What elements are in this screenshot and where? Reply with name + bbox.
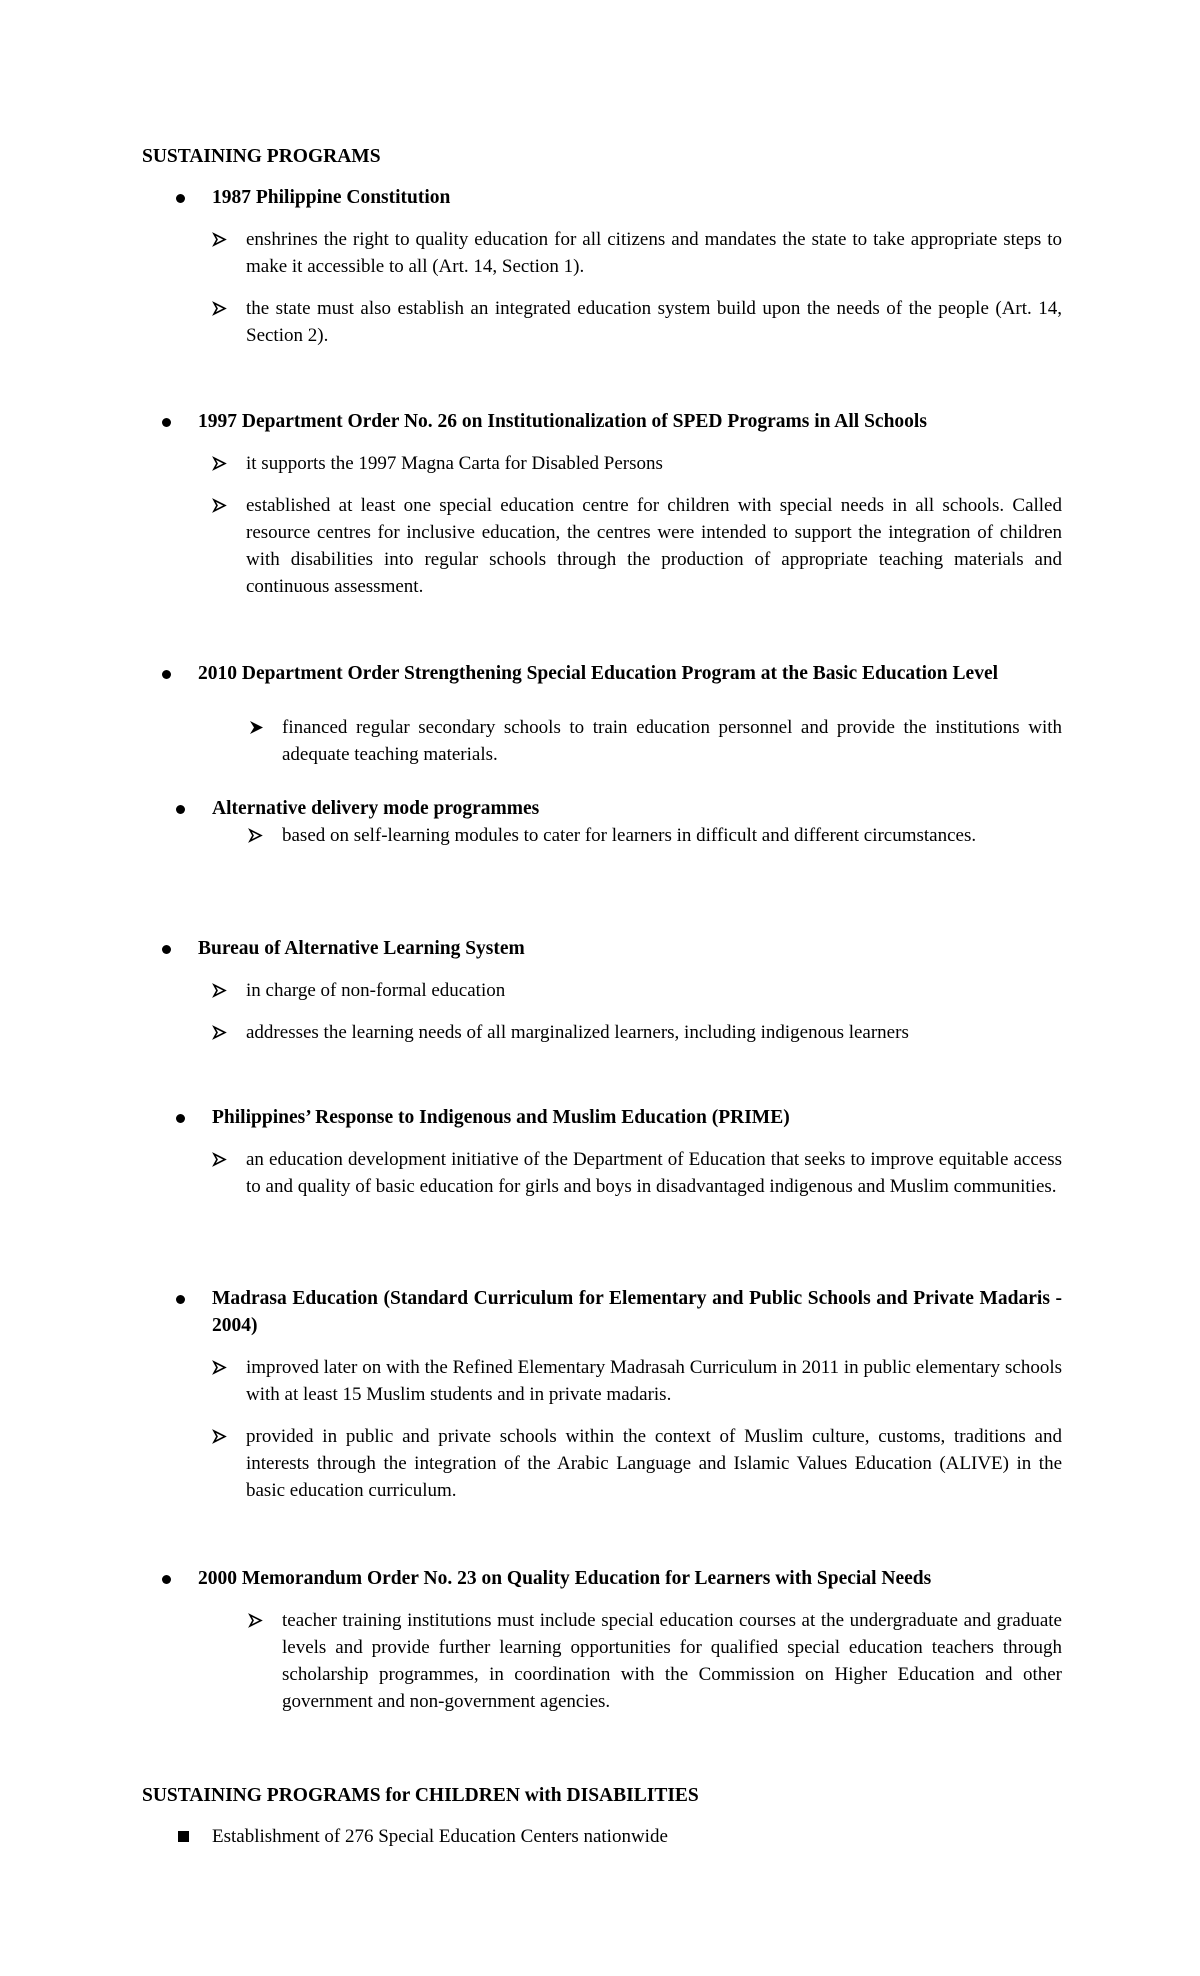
arrow-bullet-icon: [248, 1607, 270, 1634]
sub-item: [282, 822, 1062, 849]
section-heading: SUSTAINING PROGRAMS: [142, 146, 381, 167]
item-title: Philippines’ Response to Indigenous and Muslim Education (PRIME): [212, 1107, 790, 1128]
arrow-bullet-icon: [212, 1423, 234, 1450]
list-item: [198, 935, 1062, 962]
item-title: Bureau of Alternative Learning System: [198, 938, 525, 959]
arrow-bullet-icon: [212, 492, 234, 519]
arrow-bullet-icon: [212, 1354, 234, 1381]
sub-item-text: enshrines the right to quality education for all citizens and mandates the state to take appropriate steps to make it accessible to all (Art. 14, Section 1).: [246, 229, 1062, 277]
item-title: Alternative delivery mode programmes: [212, 798, 540, 819]
arrow-bullet-icon: [212, 450, 234, 477]
arrow-bullet-icon: [212, 1019, 234, 1046]
sub-item: [246, 1354, 1062, 1408]
list-item: [212, 795, 1062, 822]
list-item: [212, 184, 1062, 211]
sub-item-text: the state must also establish an integrated education system build upon the needs of the people (Art. 14, Section 2).: [246, 298, 1062, 346]
sub-item-text: established at least one special education centre for children with special needs in all schools. Called resource centres for inclusive education, the centres were intended to support the integration of children with disabilities into regular schools through the production of appropriate teaching materials and continuous assessment.: [246, 495, 1062, 597]
square-bullet-icon: [178, 1831, 189, 1842]
list-item: [198, 660, 1062, 687]
sub-item-text: addresses the learning needs of all marginalized learners, including indigenous learners: [246, 1022, 909, 1043]
sub-item-text: it supports the 1997 Magna Carta for Disabled Persons: [246, 453, 663, 474]
bullet-icon: [162, 1575, 171, 1584]
sub-item: [246, 450, 1062, 477]
sub-item-text: provided in public and private schools within the context of Muslim culture, customs, traditions and interests through the integration of the Arabic Language and Islamic Values Education (ALIVE) in the basic education curriculum.: [246, 1426, 1062, 1501]
sub-item-text: financed regular secondary schools to train education personnel and provide the institutions with adequate teaching materials.: [282, 717, 1062, 765]
list-item: [212, 1285, 1062, 1339]
item-title: 1997 Department Order No. 26 on Institutionalization of SPED Programs in All Schools: [198, 411, 927, 432]
sub-item: [246, 492, 1062, 600]
item-title: 1987 Philippine Constitution: [212, 187, 451, 208]
bullet-icon: [162, 670, 171, 679]
bullet-icon: [176, 805, 185, 814]
bullet-icon: [162, 418, 171, 427]
sub-item: [282, 1607, 1062, 1715]
item-title: 2000 Memorandum Order No. 23 on Quality Education for Learners with Special Needs: [198, 1568, 932, 1589]
sub-item-text: an education development initiative of the Department of Education that seeks to improve equitable access to and quality of basic education for girls and boys in disadvantaged indigenous and Muslim communities.: [246, 1149, 1062, 1197]
disability-item-text: Establishment of 276 Special Education Centers nationwide: [212, 1826, 668, 1847]
sub-item: [246, 977, 1062, 1004]
arrow-bullet-icon: [212, 226, 234, 253]
sub-item: [246, 226, 1062, 280]
list-item: [212, 1104, 1062, 1131]
item-title: Madrasa Education (Standard Curriculum for Elementary and Public Schools and Private Madaris - 2004): [212, 1288, 1062, 1336]
sub-item-text: in charge of non-formal education: [246, 980, 506, 1001]
bullet-icon: [162, 945, 171, 954]
sub-item: [246, 1423, 1062, 1504]
sub-item: [246, 295, 1062, 349]
sub-item: [246, 1019, 1062, 1046]
sub-item: [246, 1146, 1062, 1200]
arrow-bullet-icon: [212, 977, 234, 1004]
sub-item: [282, 714, 1062, 768]
arrow-bullet-icon: [248, 822, 270, 849]
list-item: [198, 1565, 1078, 1592]
arrow-bullet-icon: [248, 714, 270, 741]
bullet-icon: [176, 1114, 185, 1123]
bullet-icon: [176, 194, 185, 203]
sub-item-text: improved later on with the Refined Elementary Madrasah Curriculum in 2011 in public elementary schools with at least 15 Muslim students and in private madaris.: [246, 1357, 1062, 1405]
sub-item-text: based on self-learning modules to cater for learners in difficult and different circumstances.: [282, 825, 977, 846]
list-item: [198, 408, 1078, 435]
list-item: [212, 1823, 1062, 1850]
bullet-icon: [176, 1295, 185, 1304]
arrow-bullet-icon: [212, 295, 234, 322]
item-title: 2010 Department Order Strengthening Special Education Program at the Basic Education Level: [198, 663, 999, 684]
section-heading-disabilities: SUSTAINING PROGRAMS for CHILDREN with DISABILITIES: [142, 1785, 699, 1806]
sub-item-text: teacher training institutions must include special education courses at the undergraduate and graduate levels and provide further learning opportunities for qualified special education teachers through scholarship programmes, in coordination with the Commission on Higher Education and other government and non-government agencies.: [282, 1610, 1062, 1712]
arrow-bullet-icon: [212, 1146, 234, 1173]
